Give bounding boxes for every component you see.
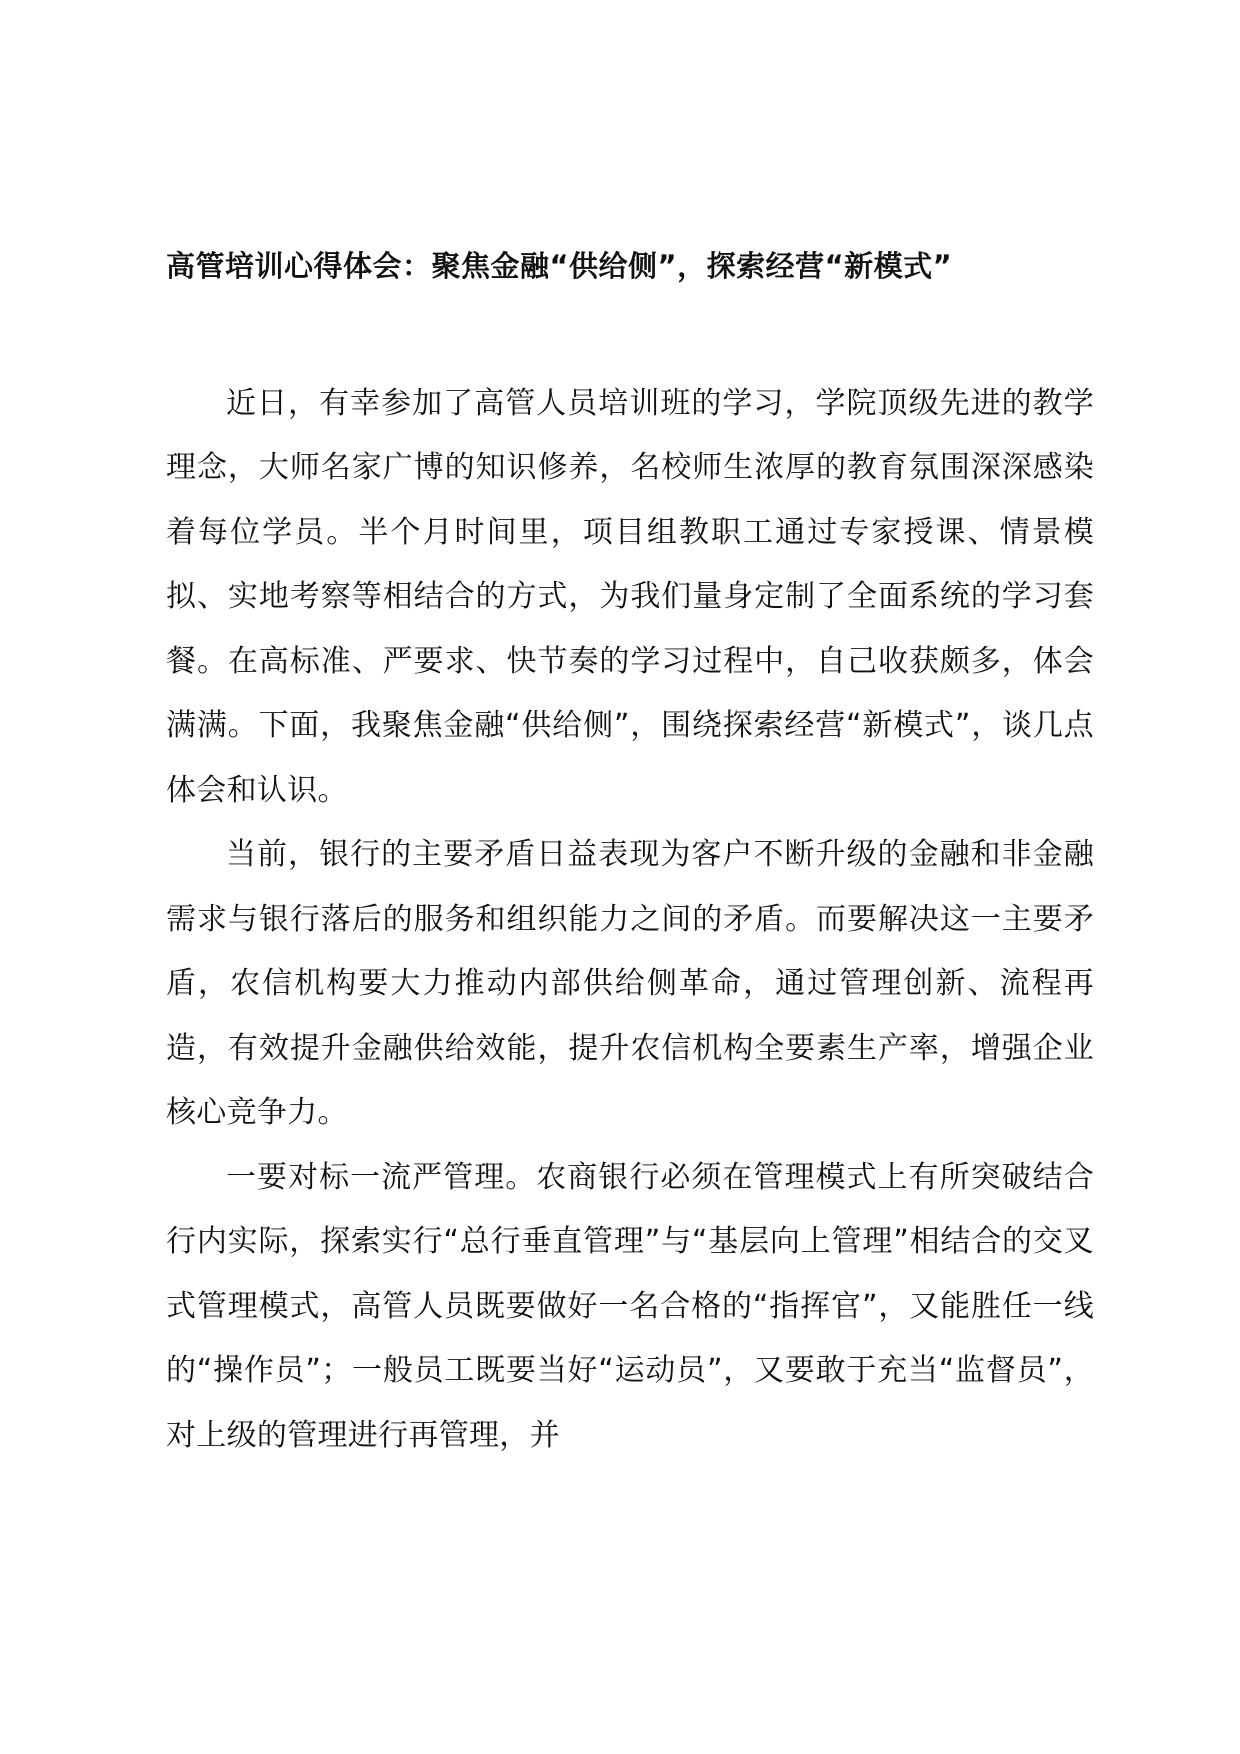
- paragraph-main-contradiction: 当前，银行的主要矛盾日益表现为客户不断升级的金融和非金融需求与银行落后的服务和组织能力之间的矛盾。而要解决这一主要矛盾，农信机构要大力推动内部供给侧革命，通过管理创新、流程再造，有效提升金融供给效能，提升农信机构全要素生产率，增强企业核心竞争力。: [166, 837, 1094, 1131]
- paragraph-management: 一要对标一流严管理。农商银行必须在管理模式上有所突破结合行内实际，探索实行“总行垂直管理”与“基层向上管理”相结合的交叉式管理模式，高管人员既要做好一名合格的“指挥官”，又能胜任一线的“操作员”；一般员工既要当好“运动员”，又要敢于充当“监督员”，对上级的管理进行再管理，并: [166, 1159, 1094, 1453]
- document-body: [166, 372, 1094, 1469]
- document-title: 高管培训心得体会：聚焦金融“供给侧”，探索经营“新模式”: [166, 249, 953, 283]
- document-content: [166, 248, 1094, 1468]
- paragraph-intro: 近日，有幸参加了高管人员培训班的学习，学院顶级先进的教学理念，大师名家广博的知识修养，名校师生浓厚的教育氛围深深感染着每位学员。半个月时间里，项目组教职工通过专家授课、情景模拟、实地考察等相结合的方式，为我们量身定制了全面系统的学习套餐。在高标准、严要求、快节奏的学习过程中，自己收获颇多，体会满满。下面，我聚焦金融“供给侧”，围绕探索经营“新模式”，谈几点体会和认识。: [166, 385, 1094, 808]
